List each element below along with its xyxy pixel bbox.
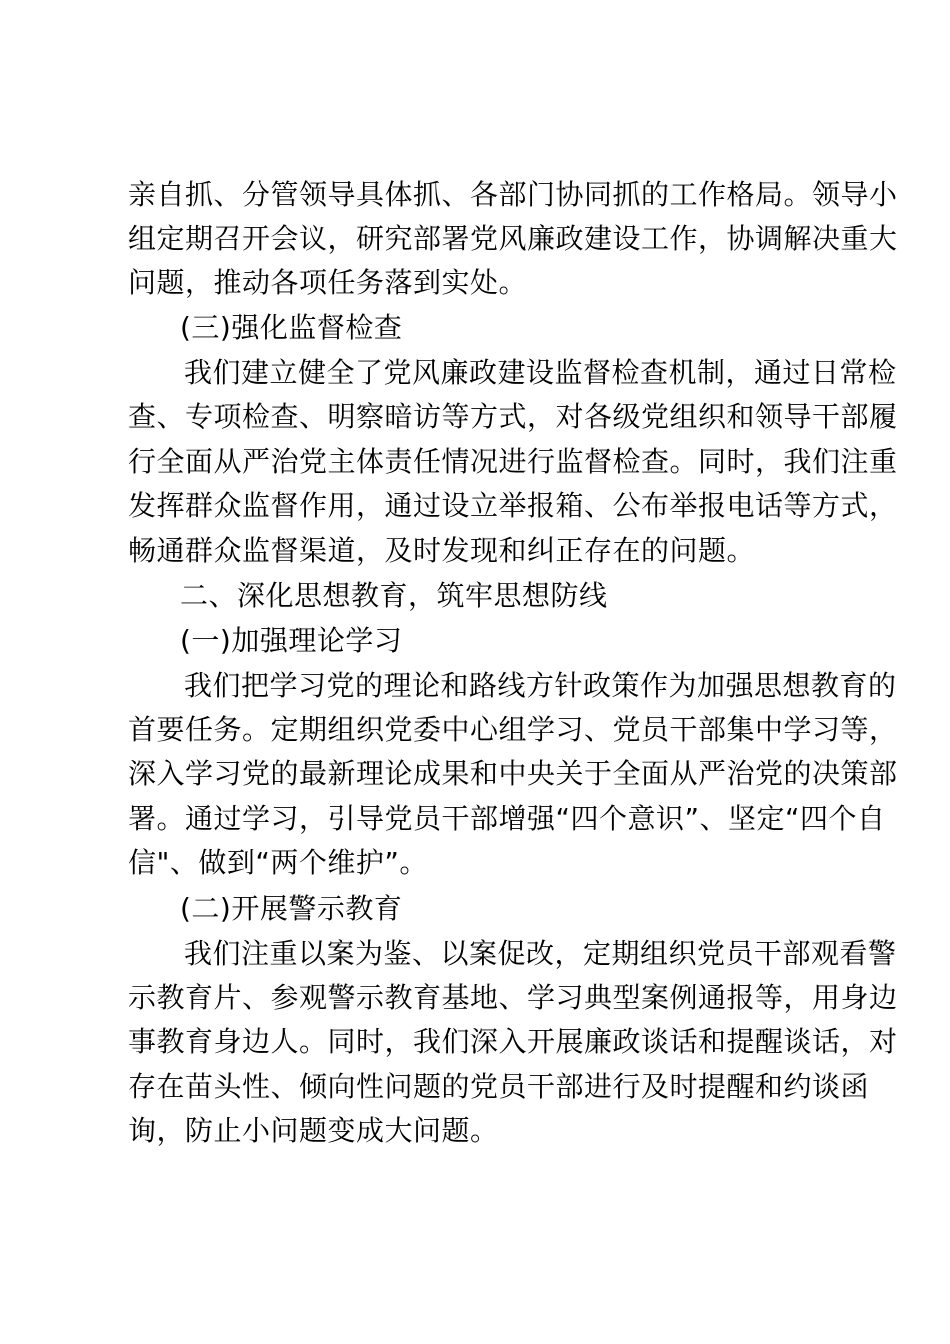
paragraph-start-3: 我们注重以案为鉴、以案促改，定期组织党员干部观看警 — [184, 937, 897, 970]
text-line-20: 事教育身边人。同时，我们深入开展廉政谈话和提醒谈话，对 — [128, 1025, 898, 1058]
paragraph-start-1: 我们建立健全了党风廉政建设监督检查机制，通过日常检 — [184, 356, 897, 389]
text-line-15: 署。通过学习，引导党员干部增强“四个意识”、坚定“四个自 — [128, 802, 886, 835]
text-line-2: 组定期召开会议，研究部署党风廉政建设工作，协调解决重大 — [128, 222, 898, 255]
chapter-heading-2: 二、深化思想教育，筑牢思想防线 — [180, 579, 608, 612]
section-heading-2: (二)开展警示教育 — [180, 892, 403, 925]
text-line-6: 查、专项检查、明察暗访等方式，对各级党组织和领导干部履 — [128, 400, 898, 433]
text-line-1: 亲自抓、分管领导具体抓、各部门协同抓的工作格局。领导小 — [128, 178, 898, 211]
text-line-9: 畅通群众监督渠道，及时发现和纠正存在的问题。 — [128, 534, 756, 567]
section-heading-1: (一)加强理论学习 — [180, 624, 403, 657]
text-line-19: 示教育片、参观警示教育基地、学习典型案例通报等，用身边 — [128, 981, 898, 1014]
text-line-7: 行全面从严治党主体责任情况进行监督检查。同时，我们注重 — [128, 445, 898, 478]
text-line-8: 发挥群众监督作用，通过设立举报箱、公布举报电话等方式， — [128, 489, 898, 522]
paragraph-start-2: 我们把学习党的理论和路线方针政策作为加强思想教育的 — [184, 669, 897, 702]
text-line-14: 深入学习党的最新理论成果和中央关于全面从严治党的决策部 — [128, 757, 898, 790]
text-line-13: 首要任务。定期组织党委中心组学习、党员干部集中学习等， — [128, 713, 898, 746]
section-heading-3: (三)强化监督检查 — [180, 311, 403, 344]
text-line-22: 询，防止小问题变成大问题。 — [128, 1114, 499, 1147]
text-line-21: 存在苗头性、倾向性问题的党员干部进行及时提醒和约谈函 — [128, 1070, 870, 1103]
text-line-3: 问题，推动各项任务落到实处。 — [128, 266, 528, 299]
text-line-16: 信"、做到“两个维护”。 — [128, 846, 428, 879]
